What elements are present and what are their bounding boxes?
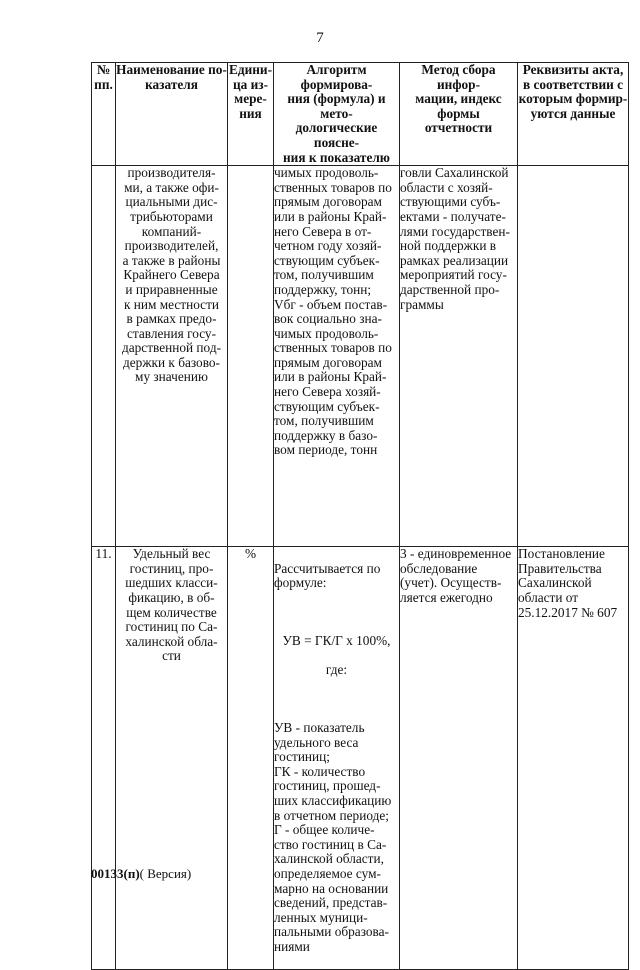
row-unit	[228, 166, 274, 547]
formula-where: где:	[325, 662, 348, 678]
header-method: Метод сбора инфор- мации, индекс формы отчетности	[400, 63, 518, 166]
row-num: 11.	[92, 547, 116, 970]
algorithm-definitions: УВ - показатель удельного веса гостиниц; ГК - количество гостиниц, прошед- ших классификацию в отчетном периоде; Г - общее количе- ство гостиниц в Са- халинской области, определяемое сум- марно на основании сведений, представ- ленных муници- пальными образова- ниями	[274, 720, 392, 954]
algorithm-intro: Рассчитывается по формуле:	[274, 560, 381, 591]
document-footer	[91, 866, 191, 882]
row-name: Удельный вес гостиниц, про- шедших класси- фикацию, в об- щем количестве гостиниц по Са- халинской обла- сти	[116, 547, 228, 970]
document-code: 00133(п)	[91, 866, 140, 881]
row-requisites	[518, 166, 629, 547]
row-num	[92, 166, 116, 547]
header-algorithm: Алгоритм формирова- ния (формула) и мето- дологические поясне- ния к показателю	[274, 63, 400, 166]
table-row	[92, 547, 629, 970]
row-method: говли Сахалинской области с хозяй- ствующими субъ- ектами - получате- лями государствен- ной поддержки в рамках реализации мероприятий госу- дарственной про- граммы	[400, 166, 518, 547]
formula: УВ = ГК/Г x 100%,	[282, 633, 391, 649]
row-unit: %	[228, 547, 274, 970]
indicators-table	[91, 62, 629, 970]
row-algorithm: чимых продоволь- ственных товаров по прямым договорам или в районы Край- него Севера в от- четном году хозяй- ствующим субъек- том, получившим поддержку, тонн; Vбг - объем постав- вок социально зна- чимых продоволь- ственных товаров по прямым договорам или в районы Край- него Севера хозяй- ствующим субъек- том, получившим поддержку в базо- вом периоде, тонн	[274, 166, 400, 547]
header-requisites: Реквизиты акта, в соответствии с которым формир- уются данные	[518, 63, 629, 166]
row-name: производителя- ми, а также офи- циальными дис- трибьюторами компаний- производителей, а также в районы Крайнего Севера и приравненные к ним местности в рамках предо- ставления госу- дарственной под- держки к базово- му значению	[116, 166, 228, 547]
table-row	[92, 166, 629, 547]
row-requisites: Постановление Правительства Сахалинской области от 25.12.2017 № 607	[518, 547, 629, 970]
page-number: 7	[316, 30, 324, 46]
row-algorithm	[274, 547, 400, 970]
document-version: ( Версия)	[139, 866, 192, 881]
header-unit: Едини- ца из- мере- ния	[228, 63, 274, 166]
header-name: Наименование по- казателя	[116, 63, 228, 166]
header-num: № пп.	[92, 63, 116, 166]
table-header-row	[92, 63, 629, 166]
row-method: 3 - единовременное обследование (учет). Осуществ- ляется ежегодно	[400, 547, 518, 970]
